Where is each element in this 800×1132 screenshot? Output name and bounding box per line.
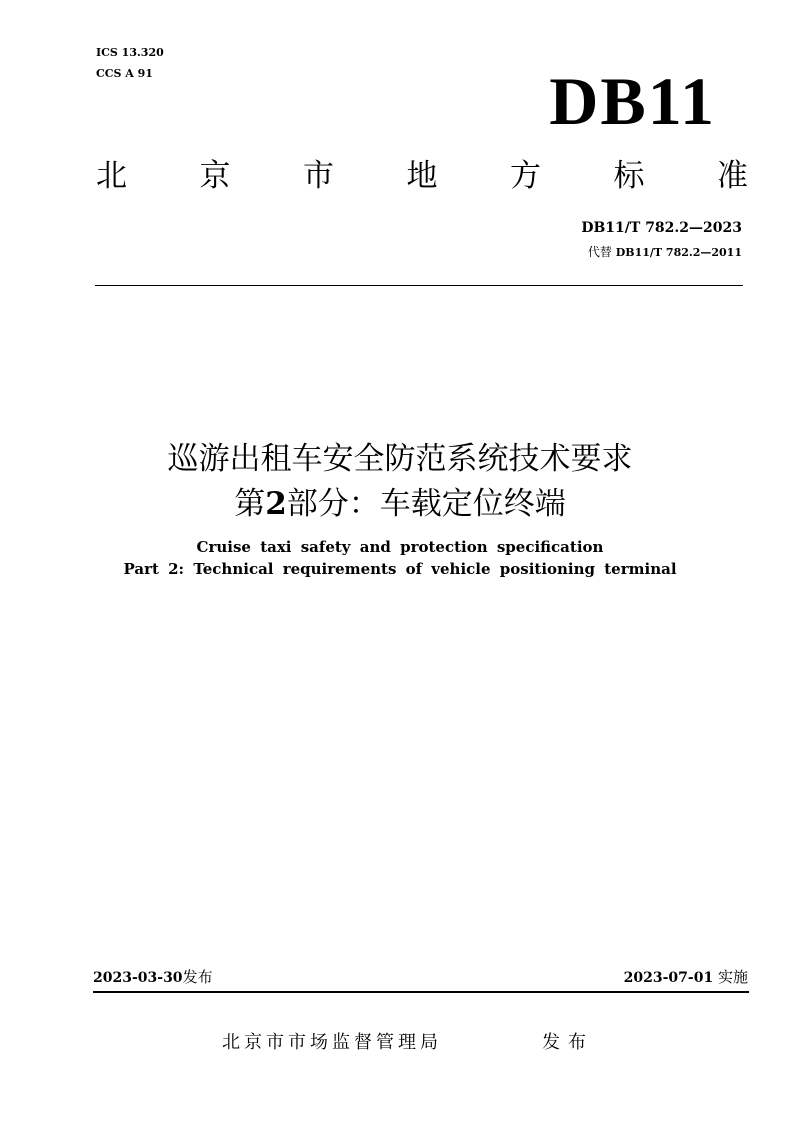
title-en-line1: Cruise taxi safety and protection specification [196, 538, 604, 556]
publish-label: 发布 [182, 968, 213, 986]
replaces-label: 代替 [587, 245, 612, 259]
standard-type-char: 方 [510, 158, 541, 194]
standard-type-char: 准 [717, 158, 748, 194]
publish-date-block [93, 966, 213, 989]
standard-type-char: 市 [303, 158, 334, 194]
standard-type-char: 北 [96, 158, 127, 194]
publish-date: 2023-03-30 [93, 970, 183, 986]
title-en [0, 536, 800, 580]
standard-number: DB11/T 782.2—2023 [581, 220, 742, 236]
title-part-prefix: 第 [234, 486, 266, 522]
standard-type-char: 地 [406, 158, 438, 194]
standard-code-logo: DB11 [549, 63, 716, 139]
implement-date: 2023-07-01 [623, 970, 714, 986]
title-part-suffix: 部分：车载定位终端 [286, 486, 566, 522]
title-part-number: 2 [265, 486, 287, 522]
standard-type-char: 标 [613, 158, 645, 194]
title-zh-line1: 巡游出租车安全防范系统技术要求 [167, 441, 633, 477]
title-en-line2: Part 2: Technical requirements of vehicle positioning terminal [123, 560, 677, 578]
implement-label: 实施 [717, 968, 748, 986]
classification-codes [96, 42, 164, 84]
implement-date-block [624, 966, 748, 989]
issuer-name: 北京市市场监督管理局 [222, 1032, 442, 1053]
issue-label: 发布 [542, 1032, 594, 1053]
ccs-code: CCS A 91 [96, 67, 153, 80]
replaces-number: DB11/T 782.2—2011 [615, 246, 742, 259]
standard-type [96, 156, 748, 196]
ics-code: ICS 13.320 [96, 46, 164, 59]
standard-type-char: 京 [199, 158, 231, 194]
replaces-note [588, 242, 742, 263]
header-divider [95, 285, 743, 286]
footer-divider [93, 991, 749, 993]
title-zh-line2 [0, 482, 800, 526]
